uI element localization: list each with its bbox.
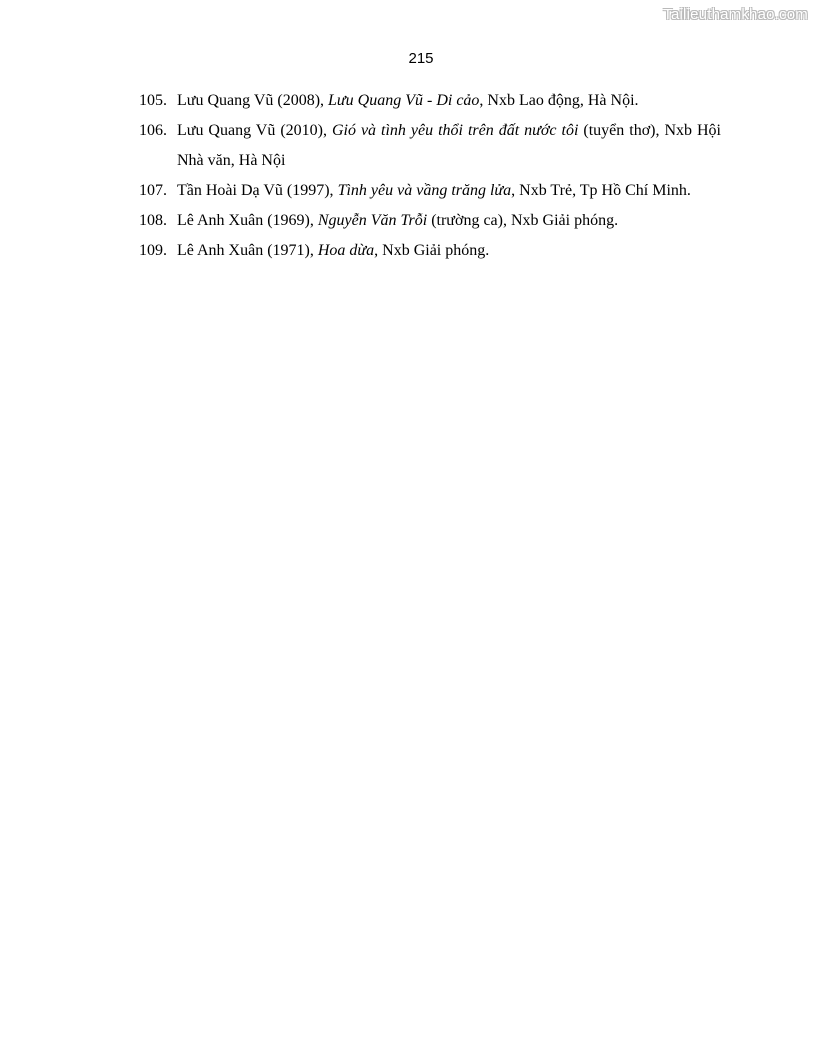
reference-number: 107. <box>139 182 167 199</box>
reference-number: 106. <box>139 122 167 139</box>
reference-title: Gió và tình yêu thổi trên đất nước tôi <box>331 122 579 139</box>
reference-number: 108. <box>139 212 167 229</box>
reference-item <box>139 236 721 266</box>
watermark: Tailieuthamkhao.com <box>663 6 808 23</box>
reference-title: Lưu Quang Vũ - Di cảo <box>328 92 480 109</box>
reference-author-year: Lê Anh Xuân (1969), <box>177 212 318 229</box>
reference-number: 109. <box>139 242 167 259</box>
reference-author-year: Tần Hoài Dạ Vũ (1997), <box>177 182 338 199</box>
reference-text <box>177 206 721 236</box>
reference-title: Tình yêu và vầng trăng lửa <box>337 182 512 199</box>
reference-title: Hoa dừa <box>317 242 375 259</box>
reference-publisher: (tuyển thơ), Nxb Hội Nhà văn, Hà Nội <box>177 122 722 169</box>
reference-number: 105. <box>139 92 167 109</box>
reference-item <box>139 86 721 116</box>
reference-author-year: Lưu Quang Vũ (2010), <box>177 122 332 139</box>
reference-publisher: , Nxb Lao động, Hà Nội. <box>479 92 639 109</box>
reference-publisher: , Nxb Giải phóng. <box>374 242 490 259</box>
reference-item <box>139 116 721 176</box>
reference-text <box>177 116 721 176</box>
reference-list <box>139 86 721 266</box>
reference-publisher: , Nxb Trẻ, Tp Hồ Chí Minh. <box>511 182 691 199</box>
reference-item <box>139 206 721 236</box>
reference-text <box>177 236 721 266</box>
reference-item <box>139 176 721 206</box>
page-number: 215 <box>408 50 434 67</box>
reference-title: Nguyễn Văn Trỗi <box>317 212 428 229</box>
reference-text <box>177 176 721 206</box>
reference-publisher: (trường ca), Nxb Giải phóng. <box>427 212 619 229</box>
reference-author-year: Lê Anh Xuân (1971), <box>177 242 318 259</box>
reference-author-year: Lưu Quang Vũ (2008), <box>177 92 329 109</box>
reference-text <box>177 86 721 116</box>
